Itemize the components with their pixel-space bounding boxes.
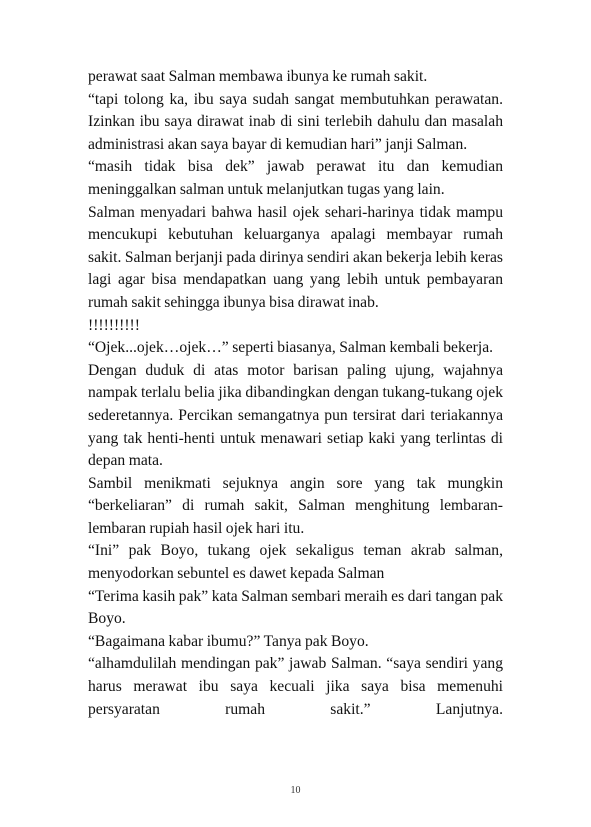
paragraph: !!!!!!!!!! (88, 316, 140, 334)
paragraph: Dengan duduk di atas motor barisan paling ujung, wajahnya nampak terlalu belia jika dibandingkan dengan tukang-tukang ojek sederetannya. Percikan semangatnya pun tersirat dari teriakannya yang tak henti-henti untuk menawari setiap kaki yang terlintas di depan mata. (88, 361, 503, 470)
paragraph: “Ojek...ojek…ojek…” seperti biasanya, Salman kembali bekerja. (88, 339, 494, 357)
paragraph: “Bagaimana kabar ibumu?” Tanya pak Boyo. (88, 632, 369, 650)
paragraph: “Ini” pak Boyo, tukang ojek sekaligus teman akrab salman, menyodorkan sebuntel es dawet kepada Salman (88, 542, 503, 583)
body-text (88, 66, 503, 721)
paragraph: Sambil menikmati sejuknya angin sore yang tak mungkin “berkeliaran” di rumah sakit, Salman menghitung lembaran-lembaran rupiah hasil ojek hari itu. (88, 474, 503, 537)
paragraph: “tapi tolong ka, ibu saya sudah sangat membutuhkan perawatan. Izinkan ibu saya dirawat inab di sini terlebih dahulu dan masalah administrasi akan saya bayar di kemudian hari” janji Salman. (88, 90, 503, 153)
paragraph: Salman menyadari bahwa hasil ojek sehari-harinya tidak mampu mencukupi kebutuhan keluarganya apalagi membayar rumah sakit. Salman berjanji pada dirinya sendiri akan bekerja lebih keras lagi agar bisa mendapatkan uang yang lebih untuk pembayaran rumah sakit sehingga ibunya bisa dirawat inab. (88, 203, 503, 311)
page-number: 10 (290, 785, 301, 796)
paragraph: “alhamdulilah mendingan pak” jawab Salman. “saya sendiri yang harus merawat ibu saya kecuali jika saya bisa memenuhi persyaratan rumah sakit.” Lanjutnya. (88, 655, 503, 718)
paragraph: “Terima kasih pak” kata Salman sembari meraih es dari tangan pak Boyo. (88, 587, 503, 628)
paragraph: perawat saat Salman membawa ibunya ke rumah sakit. (88, 68, 428, 85)
paragraph: “masih tidak bisa dek” jawab perawat itu dan kemudian meninggalkan salman untuk melanjutkan tugas yang lain. (88, 158, 503, 198)
